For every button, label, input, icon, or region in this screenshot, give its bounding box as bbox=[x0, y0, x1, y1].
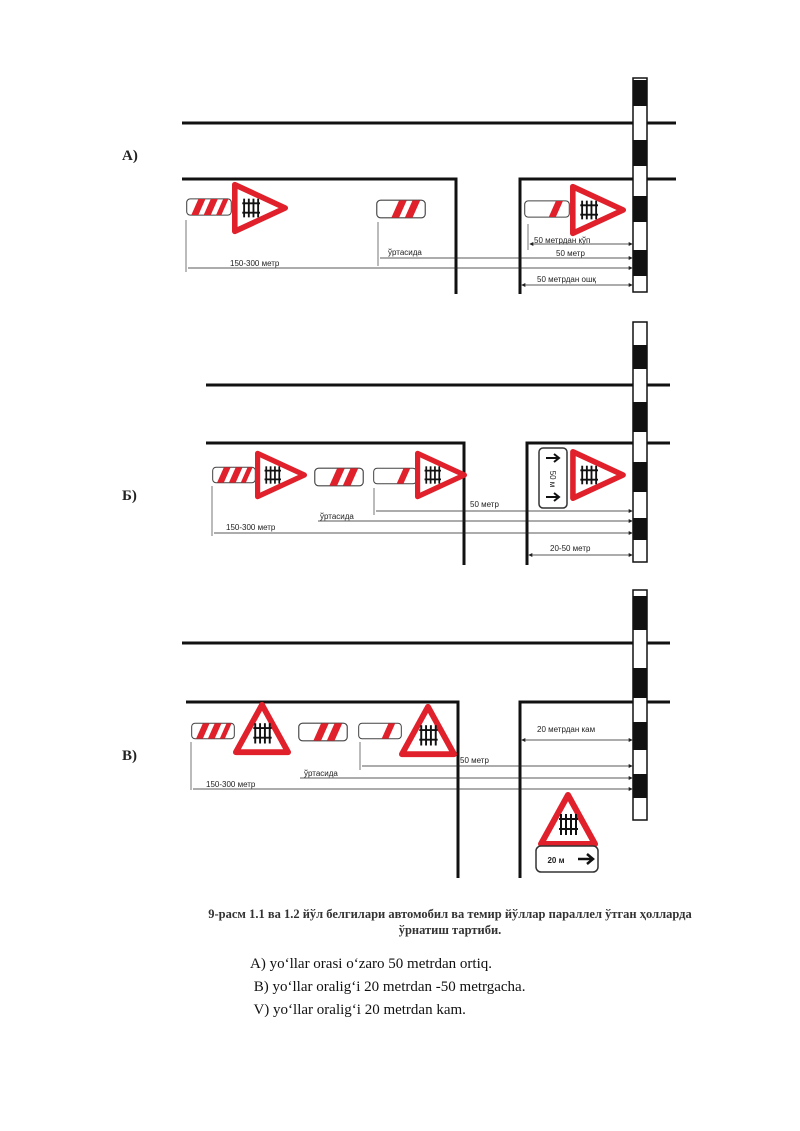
railway-track bbox=[633, 78, 647, 292]
dim-label-b2: 150-300 метр bbox=[226, 523, 276, 532]
panel-v bbox=[122, 590, 670, 878]
distance-plate-text: 20 м bbox=[547, 856, 565, 865]
notes-list bbox=[250, 953, 525, 1022]
note-v: V) yo‘llar oralig‘i 20 metrdan kam. bbox=[250, 1002, 466, 1018]
warning-triangle-sign bbox=[541, 795, 595, 844]
dim-label-b3: ўртасида bbox=[320, 512, 354, 521]
dim-label-a5: ўртасида bbox=[388, 248, 422, 257]
railway-track bbox=[633, 322, 647, 562]
note-a: A) yo‘llar orasi o‘zaro 50 metrdan ortiq. bbox=[250, 956, 492, 972]
stripe-plate-1 bbox=[525, 201, 570, 217]
warning-triangle-sign bbox=[573, 187, 623, 234]
note-b: B) yo‘llar oralig‘i 20 metrdan -50 metrgacha. bbox=[250, 979, 526, 995]
road-edge-left bbox=[182, 179, 456, 294]
panel-a bbox=[122, 78, 676, 294]
dim-label-v2: 50 метр bbox=[460, 756, 489, 765]
warning-triangle-sign bbox=[235, 185, 285, 232]
figure-caption: 9-расм 1.1 ва 1.2 йўл белгилари автомобил ва темир йўллар параллел ўтган ҳолларда ўрнатиш тартиби. bbox=[208, 907, 692, 937]
warning-triangle-sign bbox=[573, 452, 623, 498]
stripe-plate-1 bbox=[374, 468, 417, 484]
railway-track bbox=[633, 590, 647, 820]
panel-v-label: В) bbox=[122, 748, 137, 764]
panel-a-label: А) bbox=[122, 148, 138, 164]
stripe-plate-2 bbox=[377, 200, 425, 218]
stripe-plate-3 bbox=[213, 467, 256, 483]
stripe-plate-1 bbox=[359, 723, 402, 739]
warning-triangle-sign bbox=[236, 705, 288, 752]
stripe-plate-3 bbox=[192, 723, 235, 739]
dim-label-a3: 50 метрдан ошқ bbox=[537, 275, 596, 284]
panel-b bbox=[122, 322, 670, 565]
distance-plate bbox=[539, 448, 567, 508]
dim-label-a2: 50 метр bbox=[556, 249, 585, 258]
warning-triangle-sign bbox=[258, 453, 305, 496]
stripe-plate-2 bbox=[315, 468, 363, 486]
distance-plate-text: 50 м bbox=[548, 470, 557, 488]
dim-label-v1: 20 метрдан кам bbox=[537, 725, 596, 734]
stripe-plate-3 bbox=[187, 199, 232, 215]
distance-plate bbox=[536, 846, 598, 872]
dim-label-b1: 50 метр bbox=[470, 500, 499, 509]
dim-label-a4: 150-300 метр bbox=[230, 259, 280, 268]
dim-label-v4: ўртасида bbox=[304, 769, 338, 778]
dim-label-b4: 20-50 метр bbox=[550, 544, 591, 553]
warning-triangle-sign bbox=[402, 707, 454, 754]
dim-label-v3: 150-300 метр bbox=[206, 780, 256, 789]
warning-triangle-sign bbox=[418, 453, 465, 496]
dim-label-a1: 50 метрдан кўп bbox=[534, 236, 591, 245]
panel-b-label: Б) bbox=[122, 488, 137, 504]
stripe-plate-2 bbox=[299, 723, 347, 741]
